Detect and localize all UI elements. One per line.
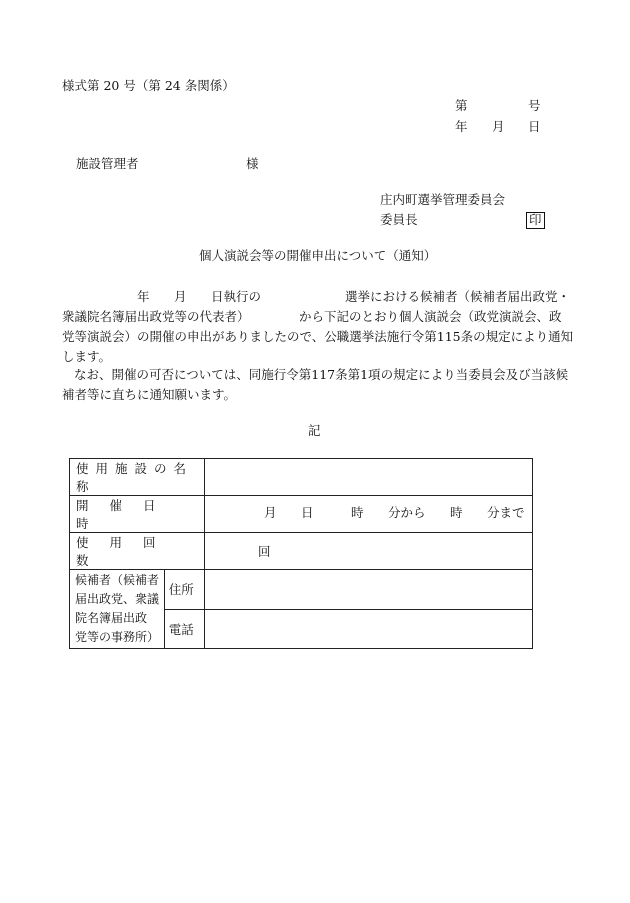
body-para2-line1: なお、開催の可否については、同施行令第117条第1項の規定により当委員会及び当該候	[74, 367, 569, 382]
value-usage-count	[205, 533, 533, 570]
datetime-hour-to: 時	[450, 505, 463, 520]
datetime-minute-from: 分から	[388, 505, 426, 520]
value-facility-name	[205, 459, 533, 496]
body-line2-left: 衆議院名簿届出政党等の代表者）	[62, 309, 250, 324]
label-facility-name: 使用施設の名称	[70, 459, 205, 496]
addressee-label: 施設管理者	[76, 156, 139, 171]
number-dai: 第	[455, 98, 468, 113]
label-candidate-office: 候補者（候補者 届出政党、衆議 院名簿届出政 党等の事務所）	[70, 570, 165, 649]
body-para2-line2: 補者等に直ちに通知願います。	[62, 387, 237, 402]
datetime-day: 日	[301, 505, 314, 520]
label-address: 住所	[164, 570, 204, 610]
seal-mark	[526, 212, 545, 229]
table-row	[70, 570, 533, 610]
datetime-minute-to: 分まで	[487, 505, 525, 520]
label-phone: 電話	[164, 609, 204, 649]
value-phone	[205, 609, 533, 649]
body-day-executed: 日執行の	[211, 289, 262, 304]
table-row	[70, 533, 533, 570]
form-reference: 様式第 20 号（第 24 条関係）	[62, 78, 235, 93]
sender-org: 庄内町選挙管理委員会	[380, 192, 506, 207]
body-line4: します。	[62, 349, 112, 364]
table-row	[70, 459, 533, 496]
datetime-hour-from: 時	[351, 505, 364, 520]
date-month: 月	[492, 119, 505, 134]
date-day: 日	[528, 119, 541, 134]
addressee-honorific: 様	[246, 156, 259, 171]
date-year: 年	[455, 119, 468, 134]
table-row	[70, 496, 533, 533]
seal-text: 印	[526, 212, 545, 229]
label-datetime: 開催日時	[70, 496, 205, 533]
notice-title: 個人演説会等の開催申出について（通知）	[199, 248, 437, 263]
body-line2-right: から下記のとおり個人演説会（政党演説会、政	[299, 309, 562, 324]
ki-heading: 記	[308, 423, 321, 438]
number-go: 号	[528, 98, 541, 113]
usage-count-unit: 回	[258, 544, 271, 559]
body-line3: 党等演説会）の開催の申出がありましたので、公職選挙法施行令第115条の規定により通知	[62, 329, 574, 344]
label-usage-count: 使用回数	[70, 533, 205, 570]
value-datetime	[205, 496, 533, 533]
body-month: 月	[174, 289, 187, 304]
body-year: 年	[137, 289, 150, 304]
body-line1-rest: 選挙における候補者（候補者届出政党・	[345, 289, 571, 304]
sender-title: 委員長	[380, 212, 418, 227]
details-table	[69, 458, 533, 649]
datetime-month: 月	[264, 505, 277, 520]
value-address	[205, 570, 533, 610]
